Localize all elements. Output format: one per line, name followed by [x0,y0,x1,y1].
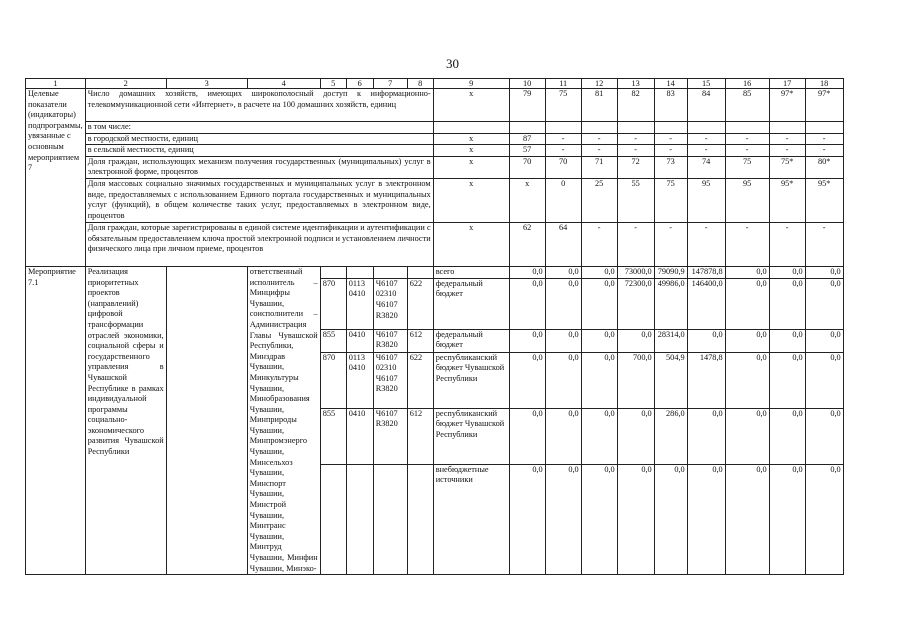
target-value [654,122,687,134]
funding-value: 0,0 [769,278,805,329]
target-value: - [687,145,725,157]
header-cell: 13 [617,79,654,89]
target-value: 62 [509,222,545,266]
target-value [687,122,725,134]
funding-value: 72300,0 [617,278,654,329]
funding-value: 0,0 [617,464,654,574]
code-vr: 622 [407,278,433,329]
target-value: - [654,133,687,145]
header-cell: 7 [373,79,407,89]
header-cell: 18 [805,79,843,89]
target-value: - [581,133,617,145]
funding-value: 0,0 [805,408,843,464]
code-rz [346,464,373,574]
funding-value: 28314,0 [654,329,687,352]
header-cell: 11 [545,79,581,89]
funding-value: 146400,0 [687,278,725,329]
header-cell: 4 [247,79,320,89]
funding-value: 0,0 [581,266,617,278]
target-value: 79 [509,89,545,122]
target-value: х [509,178,545,222]
code-rz: 0113 0410 [346,352,373,408]
target-text: Доля граждан, которые зарегистрированы в единой системе идентификации и аутентификации с обязательным предоставлением ключа простой электронной подписи и установлением личности физического лица при личном приеме, процентов [85,222,433,266]
target-text: Доля граждан, использующих механизм получения государственных (муниципальных) услуг в электронной форме, процентов [85,156,433,178]
code-vr [407,464,433,574]
funding-source: федеральный бюджет [433,329,509,352]
funding-value: 0,0 [805,266,843,278]
header-row [26,79,844,89]
measure-row [26,266,844,278]
target-text: Число домашних хозяйств, имеющих широкополосный доступ к информационно-телекоммуникационной сети «Интернет», в расчете на 100 домашних хозяйств, единиц [85,89,433,122]
measure-blank [166,266,247,574]
page-number: 30 [446,56,459,71]
code-csr: Ч6107 R3820 [373,329,407,352]
funding-value: 0,0 [509,329,545,352]
funding-value: 0,0 [725,278,769,329]
header-cell: 8 [407,79,433,89]
funding-source: всего [433,266,509,278]
code-csr: Ч6107 R3820 [373,408,407,464]
code-rz: 0410 [346,408,373,464]
code-grbs: 855 [320,329,346,352]
target-value: - [581,222,617,266]
funding-value: 0,0 [805,278,843,329]
target-row [26,122,844,134]
target-value: 80* [805,156,843,178]
funding-value: 0,0 [687,464,725,574]
target-value [617,122,654,134]
header-cell: 17 [769,79,805,89]
measure-executors: ответственный исполнитель – Минцифры Чувашии, соисполнители – Администрация Главы Чувашской Республики, Минздрав Чувашии, Минкультуры Чувашии, Минобразования Чувашии, Минприроды Чувашии, Минпромэнерго Чувашии, Минсельхоз Чувашии, Минспорт Чувашии, Минстрой Чувашии, Минтранс Чувашии, Минтруд Чувашии, Минфин Чувашии, Минэко- [247,266,320,574]
target-value: - [725,222,769,266]
funding-value: 0,0 [581,352,617,408]
target-value: 75* [769,156,805,178]
funding-value: 0,0 [545,464,581,574]
target-value: 95* [769,178,805,222]
funding-value: 0,0 [545,352,581,408]
funding-source: республиканский бюджет Чувашской Республики [433,352,509,408]
target-value: 97* [805,89,843,122]
target-value: - [725,145,769,157]
funding-value: 504,9 [654,352,687,408]
funding-value: 0,0 [725,408,769,464]
target-col9: х [433,89,509,122]
target-value: - [769,222,805,266]
target-text: в сельской местности, единиц [85,145,433,157]
target-value [725,122,769,134]
target-col9: х [433,178,509,222]
target-value: 55 [617,178,654,222]
code-rz [346,266,373,278]
funding-value: 0,0 [769,329,805,352]
target-value [509,122,545,134]
header-cell: 5 [320,79,346,89]
measure-label: Мероприятие 7.1 [26,266,86,574]
target-value: 75 [545,89,581,122]
target-value: - [617,133,654,145]
funding-value: 0,0 [769,464,805,574]
funding-value: 0,0 [581,464,617,574]
target-value [581,122,617,134]
target-value: - [581,145,617,157]
funding-value: 0,0 [687,408,725,464]
target-row [26,89,844,122]
funding-value: 0,0 [769,408,805,464]
target-value: 75 [654,178,687,222]
target-value: 74 [687,156,725,178]
target-value: 84 [687,89,725,122]
funding-value: 0,0 [509,408,545,464]
code-grbs: 870 [320,352,346,408]
funding-value: 1478,8 [687,352,725,408]
targets-label: Целевые показатели (индикаторы) подпрограммы, увязанные с основным мероприятием 7 [26,89,86,267]
funding-source: республиканский бюджет Чувашской Республики [433,408,509,464]
target-value: - [805,133,843,145]
code-vr: 612 [407,408,433,464]
funding-value: 0,0 [654,464,687,574]
target-value: - [687,133,725,145]
funding-value: 0,0 [581,329,617,352]
code-csr [373,266,407,278]
code-grbs [320,464,346,574]
header-cell: 16 [725,79,769,89]
target-value: 57 [509,145,545,157]
target-value: - [617,222,654,266]
target-value [769,122,805,134]
funding-value: 0,0 [545,329,581,352]
target-value: 83 [654,89,687,122]
target-row [26,133,844,145]
target-value: - [805,145,843,157]
funding-value: 0,0 [725,266,769,278]
funding-value: 0,0 [805,329,843,352]
target-value: 95* [805,178,843,222]
target-value [805,122,843,134]
funding-value: 0,0 [509,352,545,408]
target-value: - [654,222,687,266]
target-row [26,178,844,222]
code-rz: 0113 0410 [346,278,373,329]
code-grbs: 855 [320,408,346,464]
target-value: 71 [581,156,617,178]
code-rz: 0410 [346,329,373,352]
funding-value: 0,0 [617,408,654,464]
funding-value: 0,0 [769,266,805,278]
funding-value: 286,0 [654,408,687,464]
target-col9: х [433,156,509,178]
target-value: 82 [617,89,654,122]
funding-value: 700,0 [617,352,654,408]
funding-value: 0,0 [509,278,545,329]
code-grbs [320,266,346,278]
target-value: - [617,145,654,157]
target-text: Доля массовых социально значимых государственных и муниципальных услуг в электронном виде, предоставляемых с использованием Единого портала государственных и муниципальных услуг (функций), в общем количестве таких услуг, предоставляемых в электронном виде, процентов [85,178,433,222]
target-value: - [769,133,805,145]
target-col9: х [433,133,509,145]
target-value: - [725,133,769,145]
target-value [545,122,581,134]
funding-value: 0,0 [769,352,805,408]
target-text: в том числе: [85,122,433,134]
target-value: 85 [725,89,769,122]
funding-value: 73000,0 [617,266,654,278]
funding-value: 0,0 [581,408,617,464]
code-vr [407,266,433,278]
funding-value: 0,0 [581,278,617,329]
funding-value: 0,0 [545,266,581,278]
target-col9: х [433,222,509,266]
funding-source: федеральный бюджет [433,278,509,329]
target-value: - [654,145,687,157]
target-value: 81 [581,89,617,122]
target-value: 95 [725,178,769,222]
target-value: 73 [654,156,687,178]
target-value: 70 [509,156,545,178]
header-cell: 10 [509,79,545,89]
target-value: 0 [545,178,581,222]
measure-name: Реализация приоритетных проектов (направлений) цифровой трансформации отраслей экономики, социальной сферы и государственного управления в Чувашской Республике в рамках индивидуальной программы социально-экономического развития Чувашской Республики [85,266,166,574]
target-value: 75 [725,156,769,178]
code-csr [373,464,407,574]
funding-source: внебюджетные источники [433,464,509,574]
header-cell: 12 [581,79,617,89]
target-value: 95 [687,178,725,222]
header-cell: 14 [654,79,687,89]
funding-value: 0,0 [725,464,769,574]
header-cell: 9 [433,79,509,89]
funding-value: 0,0 [805,464,843,574]
target-text: в городской местности, единиц [85,133,433,145]
target-row [26,156,844,178]
funding-value: 0,0 [545,278,581,329]
funding-value: 0,0 [617,329,654,352]
header-cell: 15 [687,79,725,89]
target-value: - [687,222,725,266]
funding-value: 49986,0 [654,278,687,329]
target-value: - [545,133,581,145]
funding-value: 0,0 [805,352,843,408]
target-value: - [805,222,843,266]
header-cell: 3 [166,79,247,89]
target-value: 97* [769,89,805,122]
funding-value: 0,0 [725,352,769,408]
funding-value: 79090,9 [654,266,687,278]
code-vr: 612 [407,329,433,352]
target-value: 72 [617,156,654,178]
target-row [26,222,844,266]
target-col9 [433,122,509,134]
funding-value: 0,0 [687,329,725,352]
header-cell: 1 [26,79,86,89]
funding-value: 0,0 [509,464,545,574]
target-value: 87 [509,133,545,145]
funding-value: 147878,8 [687,266,725,278]
code-csr: Ч6107 02310 Ч6107 R3820 [373,352,407,408]
code-vr: 622 [407,352,433,408]
header-cell: 2 [85,79,166,89]
target-value: 64 [545,222,581,266]
header-cell: 6 [346,79,373,89]
target-col9: х [433,145,509,157]
funding-value: 0,0 [725,329,769,352]
target-row [26,145,844,157]
target-value: 25 [581,178,617,222]
code-grbs: 870 [320,278,346,329]
budget-table [25,78,844,575]
target-value: 70 [545,156,581,178]
funding-value: 0,0 [545,408,581,464]
target-value: - [545,145,581,157]
target-value: - [769,145,805,157]
funding-value: 0,0 [509,266,545,278]
code-csr: Ч6107 02310 Ч6107 R3820 [373,278,407,329]
